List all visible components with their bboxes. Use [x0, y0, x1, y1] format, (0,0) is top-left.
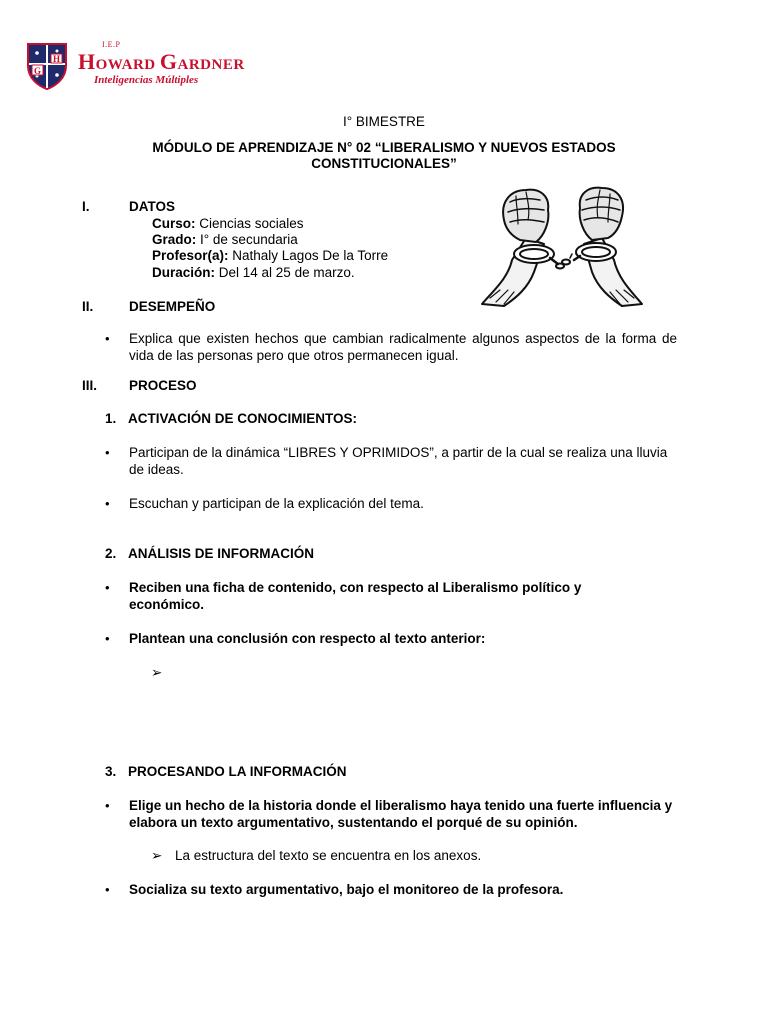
datos-numeral: I. — [82, 199, 90, 214]
logo-iep: I.E.P — [102, 40, 121, 49]
desempeno-numeral: II. — [82, 299, 94, 314]
logo-name-part2: ARDNER — [177, 57, 245, 73]
shield-letter-g: G — [33, 66, 42, 76]
curso-value: Ciencias sociales — [195, 216, 304, 231]
section1-number: 1. — [105, 411, 117, 426]
logo-initial-g: G — [159, 49, 178, 74]
section3-heading: PROCESANDO LA INFORMACIÓN — [128, 764, 347, 779]
section1-heading: ACTIVACIÓN DE CONOCIMIENTOS: — [128, 411, 358, 426]
arrow-bullet-icon: ➢ — [151, 848, 163, 863]
datos-curso — [152, 216, 304, 233]
bullet-dot: • — [105, 882, 110, 897]
shield-crest-icon — [26, 42, 68, 90]
proceso-heading: PROCESO — [129, 378, 197, 393]
section1-bullet-1: Participan de la dinámica “LIBRES Y OPRIMIDOS”, a partir de la cual se realiza una lluvia de ideas. — [129, 445, 668, 477]
duracion-value: Del 14 al 25 de marzo. — [215, 265, 355, 280]
bullet-dot: • — [105, 798, 110, 813]
section2-number: 2. — [105, 546, 117, 561]
grado-value: I° de secundaria — [196, 232, 298, 247]
proceso-numeral: III. — [82, 378, 98, 393]
section3-sub-text: La estructura del texto se encuentra en los anexos. — [175, 848, 482, 863]
section3-number: 3. — [105, 764, 117, 779]
section2-heading: ANÁLISIS DE INFORMACIÓN — [128, 546, 315, 561]
bullet-dot: • — [105, 580, 110, 595]
bullet-dot: • — [105, 496, 110, 511]
bullet-dot: • — [105, 631, 110, 646]
logo-name-part1: OWARD — [95, 57, 160, 73]
module-title-line2: CONSTITUCIONALES” — [311, 156, 457, 171]
profesor-label: Profesor(a): — [152, 248, 229, 263]
section2-bullet-1: Reciben una ficha de contenido, con respecto al Liberalismo político y económico. — [129, 580, 582, 612]
curso-label: Curso: — [152, 216, 196, 231]
broken-handcuffs-fists-icon — [474, 180, 650, 308]
arrow-bullet-icon: ➢ — [151, 665, 163, 680]
datos-grado — [152, 232, 298, 249]
grado-label: Grado: — [152, 232, 197, 247]
logo-initial-h: H — [78, 49, 96, 74]
section2-bullet-2: Plantean una conclusión con respecto al texto anterior: — [129, 631, 486, 646]
datos-duracion — [152, 265, 355, 282]
datos-heading: DATOS — [129, 199, 176, 214]
logo-tagline: Inteligencias Múltiples — [94, 74, 199, 86]
desempeno-bullet-text: Explica que existen hechos que cambian radicalmente algunos aspectos de la forma de vida de las personas pero que otros permanecen igual. — [129, 331, 677, 363]
bullet-dot: • — [105, 331, 110, 346]
bimester-label: I° BIMESTRE — [343, 114, 425, 129]
profesor-value: Nathaly Lagos De la Torre — [228, 248, 389, 263]
shield-letter-h: H — [52, 54, 61, 64]
datos-profesor — [152, 248, 388, 265]
desempeno-heading: DESEMPEÑO — [129, 299, 216, 314]
module-title-line1: MÓDULO DE APRENDIZAJE N° 02 “LIBERALISMO Y NUEVOS ESTADOS — [152, 140, 616, 155]
bullet-dot: • — [105, 445, 110, 460]
duracion-label: Duración: — [152, 265, 216, 280]
section3-bullet-2: Socializa su texto argumentativo, bajo el monitoreo de la profesora. — [129, 882, 564, 897]
section1-bullet-2: Escuchan y participan de la explicación del tema. — [129, 496, 424, 511]
section3-bullet-1: Elige un hecho de la historia donde el liberalismo haya tenido una fuerte influencia y elabora un texto argumentativo, sustentando el porqué de su opinión. — [129, 798, 673, 830]
logo-name — [78, 49, 245, 75]
school-logo — [26, 40, 246, 92]
